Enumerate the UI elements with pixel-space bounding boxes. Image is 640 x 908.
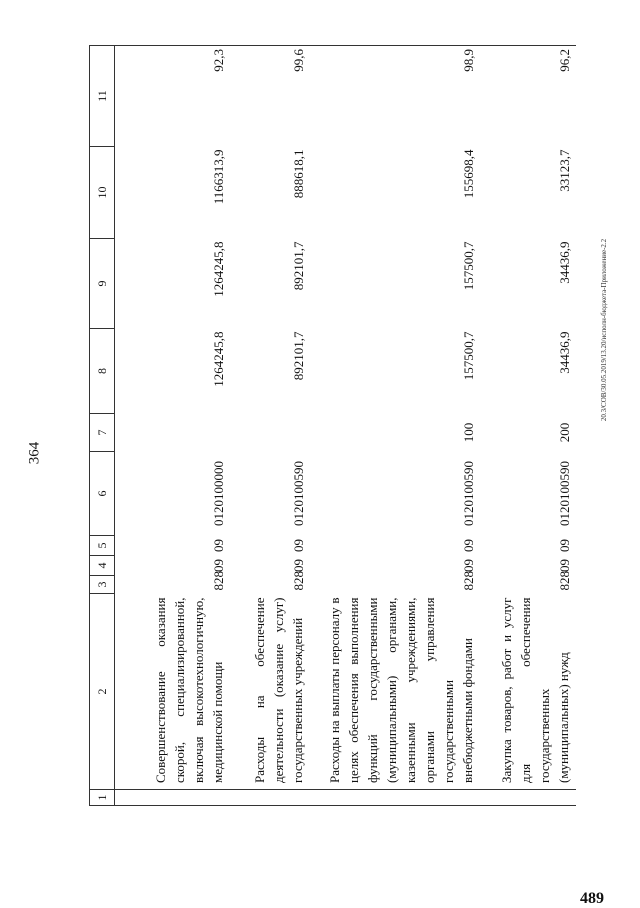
cell-type: 200 (556, 422, 572, 443)
col-header: 11 (90, 46, 115, 147)
footer-file-path: 20.3/СОВ/30.05.2019/13.20/исполн-бюджета-Приложение-2.2 (600, 238, 608, 422)
cell-target: 0120100590 (290, 461, 306, 526)
cell-subsection: 09 (210, 539, 226, 552)
col-header: 10 (90, 147, 115, 239)
cell-value: 1264245,8 (210, 241, 226, 297)
col-header: 1 (90, 790, 115, 806)
table-container (89, 46, 599, 806)
budget-table (89, 45, 576, 806)
col-header: 7 (90, 414, 115, 452)
cell-percent: 96,2 (480, 46, 576, 147)
cell-percent: 92,3 (115, 46, 230, 147)
cell-value: 892101,7 (290, 241, 306, 291)
cell-target: 0120100590 (460, 461, 476, 526)
cell-code: 828 (290, 571, 306, 591)
cell-value: 892101,7 (290, 331, 306, 381)
cell-subsection: 09 (290, 539, 306, 552)
header-row (90, 46, 115, 806)
col-header: 4 (90, 556, 115, 576)
table-row (480, 46, 576, 806)
cell-value: 157500,7 (460, 331, 476, 381)
table-row (230, 46, 310, 806)
cell-code: 828 (556, 571, 572, 591)
cell-value: 1166313,9 (210, 149, 226, 205)
table-row (310, 46, 480, 806)
cell-percent: 99,6 (230, 46, 310, 147)
col-header: 9 (90, 239, 115, 329)
table-row (115, 46, 230, 806)
corner-page-number: 489 (580, 890, 604, 907)
col-header: 2 (90, 594, 115, 790)
cell-subsection: 09 (460, 539, 476, 552)
cell-subsection: 09 (556, 539, 572, 552)
row-name: Закупка товаров, работ и услуг для обеспечения государственных (муниципальных) нужд (480, 594, 576, 790)
cell-percent: 98,9 (310, 46, 480, 147)
cell-type (115, 414, 230, 452)
cell-value: 34436,9 (556, 241, 572, 284)
cell-type: 100 (460, 422, 476, 443)
cell-section: 09 (556, 559, 572, 572)
cell-code: 828 (460, 571, 476, 591)
cell-value: 157500,7 (460, 241, 476, 291)
cell-value: 1264245,8 (210, 331, 226, 387)
cell-value: 155698,4 (460, 149, 476, 199)
cell-target: 0120100000 (210, 461, 226, 526)
cell-section: 09 (290, 559, 306, 572)
cell-target: 0120100590 (556, 461, 572, 526)
col-header: 6 (90, 452, 115, 536)
row-name: Расходы на обеспечение деятельности (оказание услуг) государственных учреждений (230, 594, 310, 790)
cell-code: 828 (210, 571, 226, 591)
cell-type (230, 414, 310, 452)
col-header: 3 (90, 576, 115, 594)
cell-value: 33123,7 (556, 149, 572, 192)
row-name: Совершенствование оказания скорой, специализированной, включая высокотехнологичную, медицинской помощи (115, 594, 230, 790)
col-header: 5 (90, 536, 115, 556)
cell-section: 09 (460, 559, 476, 572)
cell-section: 09 (210, 559, 226, 572)
page-number: 364 (26, 441, 43, 465)
row-name: Расходы на выплаты персоналу в целях обеспечения выполнения функций государственными (муниципальными) органами, казенными учреждениями, органами управления государственными внебюджетными фондами (310, 594, 480, 790)
rotated-table-page (89, 46, 599, 806)
cell-value: 888618,1 (290, 149, 306, 199)
cell-value: 34436,9 (556, 331, 572, 374)
col-header: 8 (90, 329, 115, 414)
